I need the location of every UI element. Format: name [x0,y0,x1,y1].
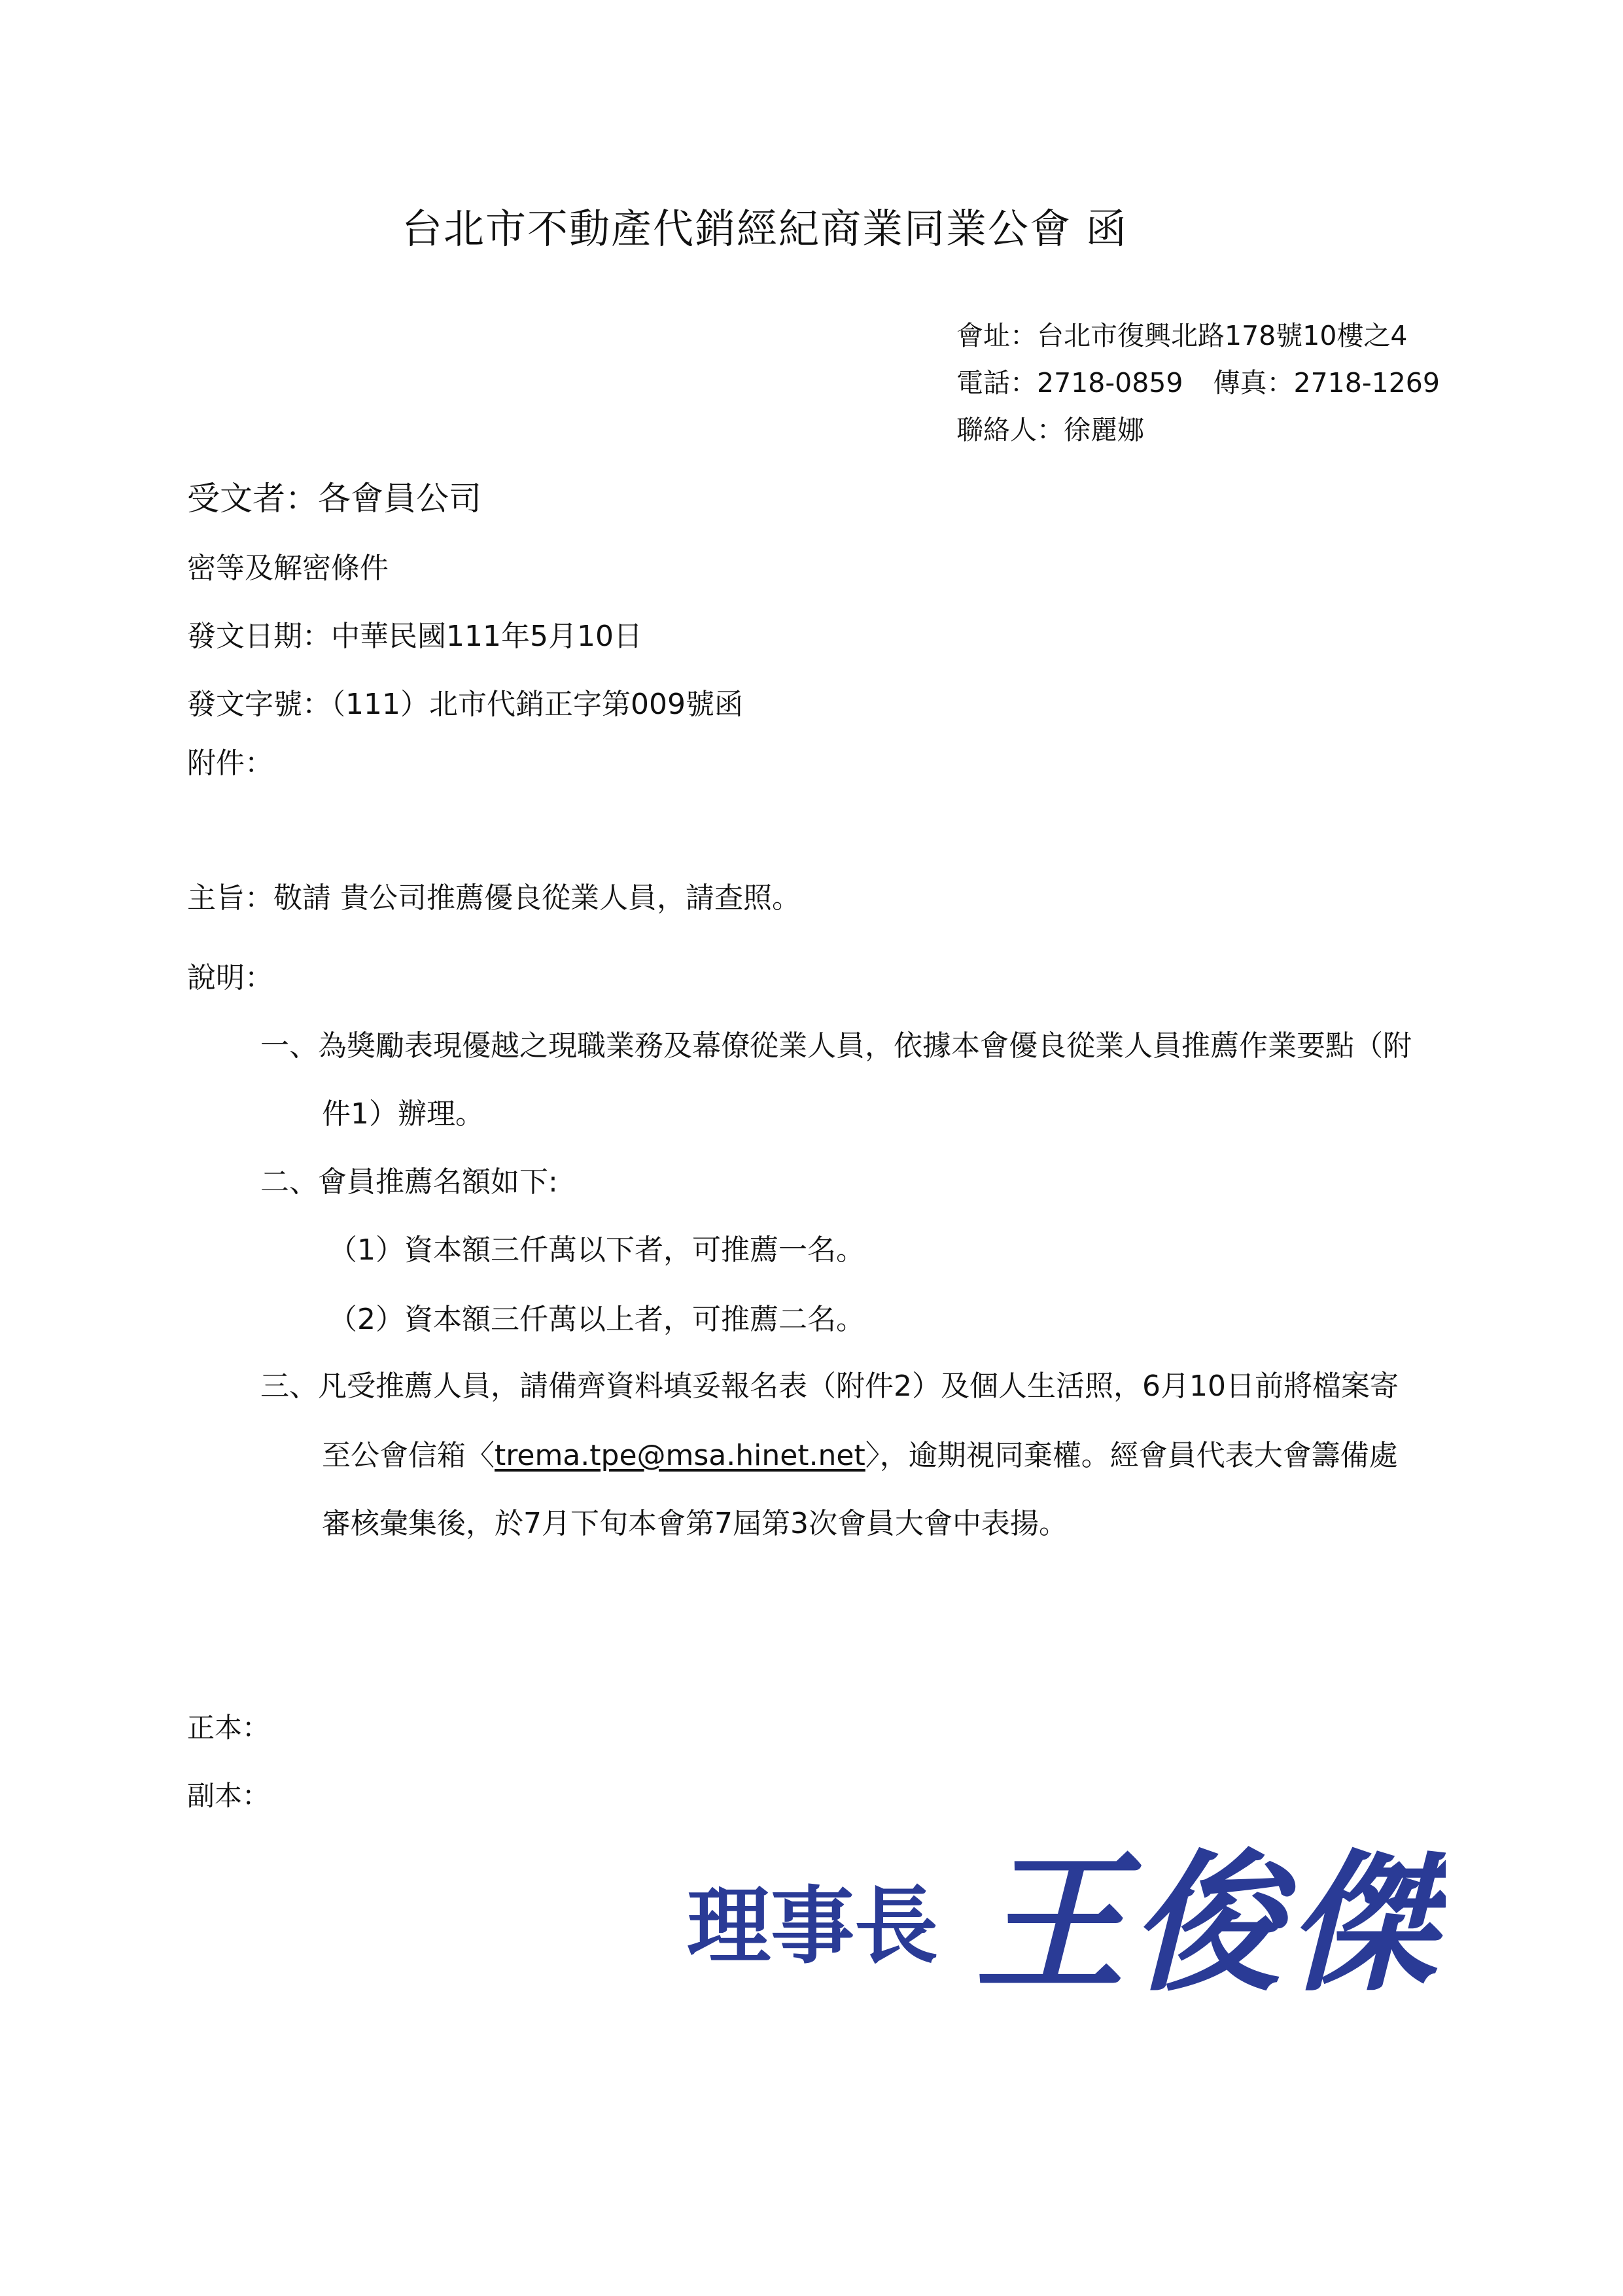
issue-date: 發文日期：中華民國111年5月10日 [187,620,642,653]
recipient: 受文者：各會員公司 [187,480,481,518]
copy-recipients-label: 副本： [187,1780,270,1812]
association-phone-fax [956,361,1440,400]
issue-number: 發文字號：（111）北市代銷正字第009號函 [187,688,743,721]
email-prefix: 至公會信箱〈 [322,1439,495,1472]
email-link[interactable]: trema.tpe@msa.hinet.net [495,1439,865,1472]
association-fax: 傳真：2718-1269 [1213,367,1440,398]
association-phone: 電話：2718-0859 [956,367,1183,398]
explanation-item-2-sub-1: （1）資本額三仟萬以下者，可推薦一名。 [328,1233,865,1267]
association-address: 會址：台北市復興北路178號10樓之4 [956,320,1408,351]
subject: 主旨：敬請 貴公司推薦優良從業人員，請查照。 [187,881,801,915]
chairman-title: 理事長 [687,1880,939,1973]
chairman-signature [667,1799,1446,2015]
chairman-name: 王俊傑 [975,1835,1442,2012]
explanation-item-3-continued [322,1432,1398,1474]
explanation-item-2: 二、會員推薦名額如下: [260,1165,558,1199]
email-suffix: 〉，逾期視同棄權。經會員代表大會籌備處 [865,1439,1398,1472]
explanation-item-3: 三、凡受推薦人員，請備齊資料填妥報名表（附件2）及個人生活照，6月10日前將檔案寄 [260,1369,1399,1403]
explanation-item-1-continued: 件1）辦理。 [322,1097,484,1131]
classification: 密等及解密條件 [187,552,389,585]
document-title: 台北市不動產代銷經紀商業同業公會 函 [402,205,1128,253]
explanation-item-1: 一、為獎勵表現優越之現職業務及幕僚從業人員，依據本會優良從業人員推薦作業要點（附 [260,1029,1412,1063]
attachment-label: 附件： [187,747,273,780]
original-recipients-label: 正本： [187,1712,270,1744]
explanation-item-2-sub-2: （2）資本額三仟萬以上者，可推薦二名。 [328,1303,865,1336]
explanation-label: 說明： [187,961,273,995]
signature-stamp-image [667,1799,1446,2015]
association-contact: 聯絡人：徐麗娜 [956,414,1144,446]
explanation-item-3-final: 審核彙集後，於7月下旬本會第7屆第3次會員大會中表揚。 [322,1507,1068,1540]
